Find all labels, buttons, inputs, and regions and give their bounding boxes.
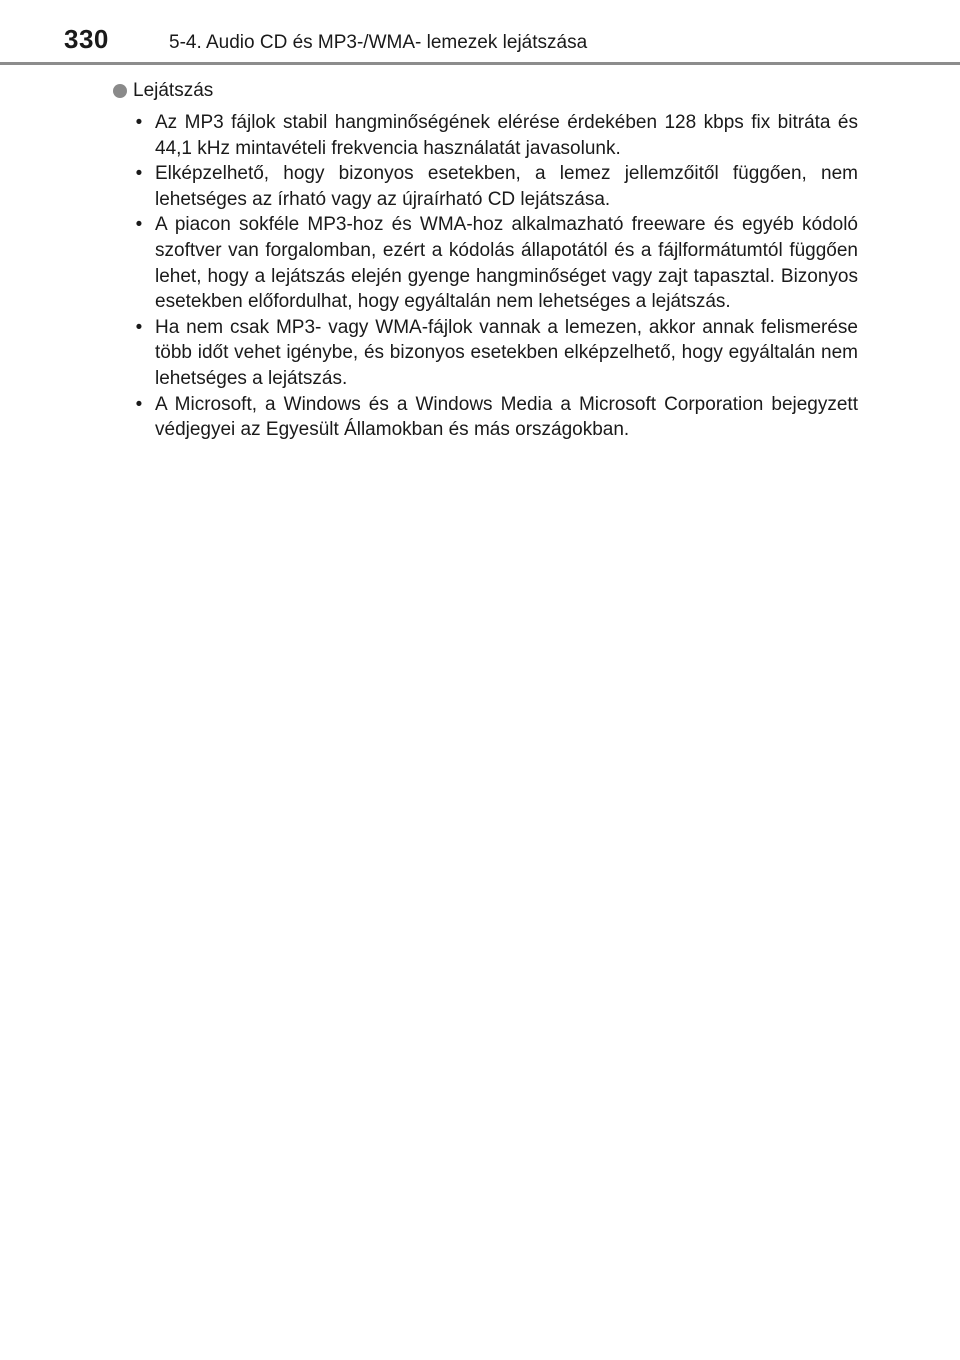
list-item-text: A Microsoft, a Windows és a Windows Media a Microsoft Corporation bejegyzett védjegyei az Egyesült Államokban és más országokban. [155,393,858,441]
list-item-text: Ha nem csak MP3- vagy WMA-fájlok vannak a lemezen, akkor annak felismerése több időt vehet igénybe, és bizonyos esetekben elképzelhető, hogy egyáltalán nem lehetséges a lejátszás. [155,316,858,389]
chapter-title: 5-4. Audio CD és MP3-/WMA- lemezek lejátszása [169,32,588,53]
list-item-text: Az MP3 fájlok stabil hangminőségének elérése érdekében 128 kbps fix bitráta és 44,1 kHz mintavételi frekvencia használatát javasolunk. [155,112,858,159]
header-divider [0,62,960,65]
playback-section [112,78,858,443]
circle-bullet-icon [113,84,127,98]
list-item-text: Elképzelhető, hogy bizonyos esetekben, a lemez jellemzőitől függően, nem lehetséges az írható vagy az újraírható CD lejátszása. [155,163,858,210]
bullet-dot-icon: • [135,393,143,415]
page-header [0,0,960,68]
bullet-dot-icon: • [135,316,143,338]
section-heading-label: Lejátszás [133,80,214,101]
section-heading [112,78,858,104]
bullet-dot-icon: • [135,112,143,133]
list-item [112,110,858,161]
list-item [112,392,858,443]
bullet-list [112,110,858,443]
list-item [112,161,858,212]
bullet-dot-icon: • [135,163,143,185]
list-item-text: A piacon sokféle MP3-hoz és WMA-hoz alkalmazható freeware és egyéb kódoló szoftver van forgalomban, ezért a kódolás állapotától és a fájlformátumtól függően lehet, hogy a lejátszás elején gyenge hangminőséget vagy zajt tapasztal. Bizonyos esetekben előfordulhat, hogy egyáltalán nem lehetséges a lejátszás. [155,214,858,313]
page-number: 330 [64,24,109,54]
list-item [112,315,858,392]
list-item [112,212,858,314]
bullet-dot-icon: • [135,214,143,236]
